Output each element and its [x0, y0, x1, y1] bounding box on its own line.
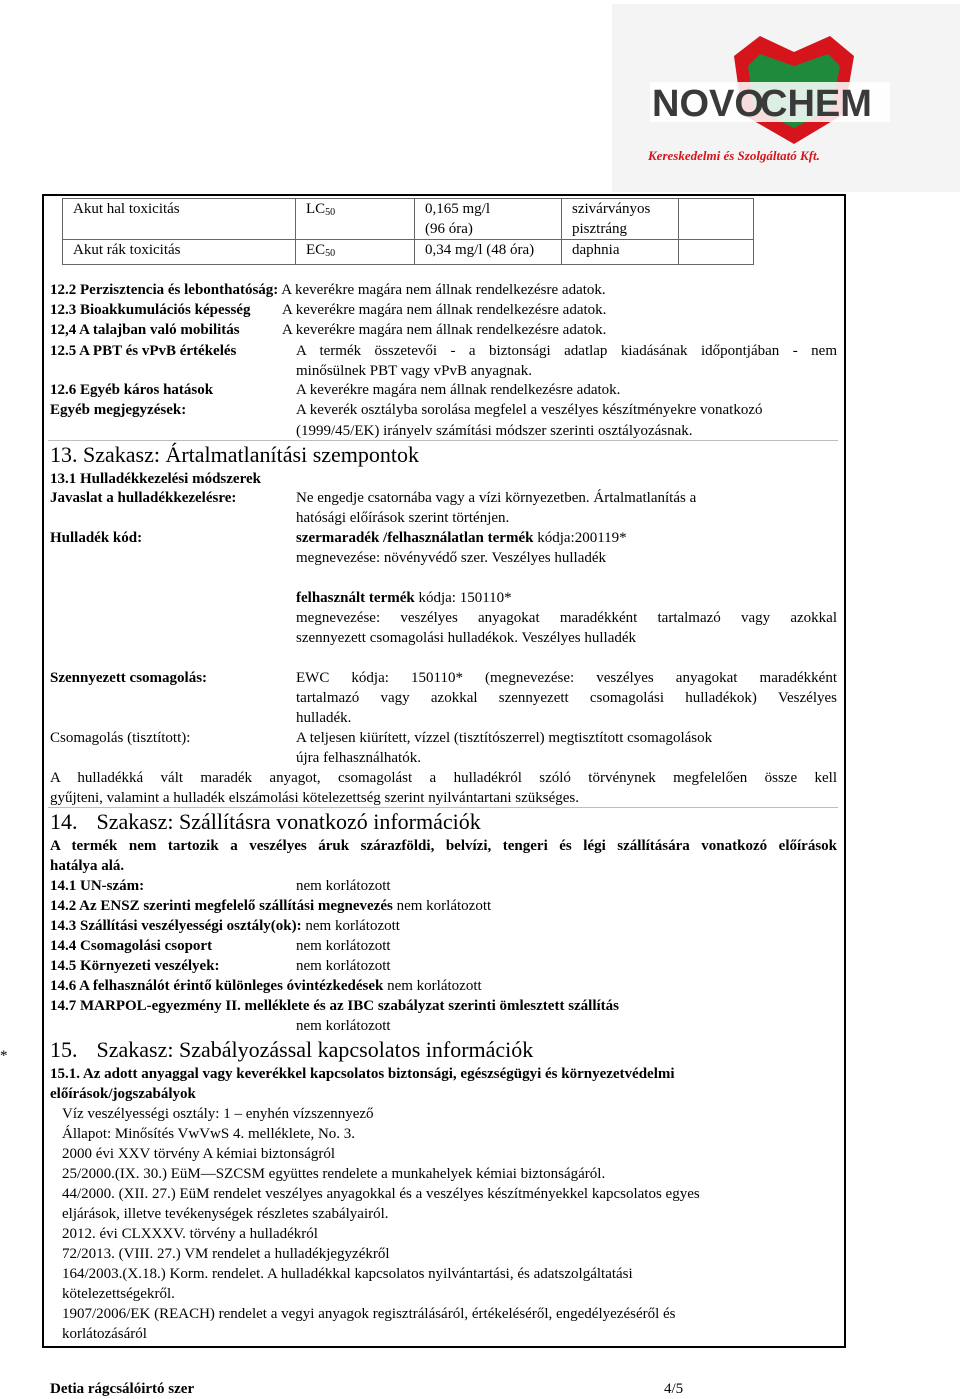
s13-code2-name-1: megnevezése: veszélyes anyagokat maradékként tartalmazó vagy azokkal: [296, 610, 837, 626]
table-row: [63, 240, 754, 265]
s13-clean-1: A teljesen kiürített, vízzel (tisztítószerrel) megtisztított csomagolások: [296, 730, 713, 746]
logo-tagline: Kereskedelmi és Szolgáltató Kft.: [648, 148, 820, 163]
tox-name: Akut hal toxicitás: [63, 199, 296, 240]
s15-line: kötelezettségekről.: [62, 1286, 175, 1302]
s13-code-label: Hulladék kód:: [50, 530, 143, 546]
s15-line: 72/2013. (VIII. 27.) VM rendelet a hulladékjegyzékről: [62, 1246, 390, 1262]
tox-empty: [679, 240, 754, 265]
toxicity-table: [62, 198, 754, 265]
s13-clean-label: Csomagolás (tisztított):: [50, 730, 191, 746]
s12-other-label: Egyéb megjegyzések:: [50, 402, 187, 418]
s14-row-label: 14.1 UN-szám:: [50, 878, 145, 894]
change-marker: *: [0, 1048, 8, 1064]
footer-page-number: 4/5: [664, 1381, 684, 1397]
tox-species: szivárványos pisztráng: [562, 199, 679, 240]
s12-5-text-2: minősülnek PBT vagy vPvB anyagnak.: [296, 363, 532, 379]
company-logo: [612, 4, 960, 192]
s14-intro-1: A termék nem tartozik a veszélyes áruk szárazföldi, belvízi, tengeri és légi szállítására vonatkozó előírások: [50, 838, 837, 854]
divider: [48, 440, 838, 441]
s13-advice-1: Ne engedje csatornába vagy a vízi környezetben. Ártalmatlanítás a: [296, 490, 697, 506]
s12-6-text: A keverékre magára nem állnak rendelkezésre adatok.: [296, 382, 621, 398]
table-row: [63, 199, 754, 240]
tox-value: 0,34 mg/l (48 óra): [415, 240, 562, 265]
s14-row-value: nem korlátozott: [296, 878, 391, 894]
s15-line: Állapot: Minősítés VwVwS 4. melléklete, No. 3.: [62, 1126, 356, 1142]
tox-param: $LC_{50}$: [296, 199, 415, 240]
s15-line: 44/2000. (XII. 27.) EüM rendelet veszélyes anyagokkal és a veszélyes készítményekkel kapcsolatos egyes: [62, 1186, 700, 1202]
s13-pack-1: EWC kódja: 150110* (megnevezése: veszélyes anyagokat maradékként: [296, 670, 837, 686]
s14-row: 14.6 A felhasználót érintő különleges óvintézkedések nem korlátozott: [50, 978, 482, 994]
s12-6-label: 12.6 Egyéb káros hatások: [50, 382, 214, 398]
s13-advice-label: Javaslat a hulladékkezelésre:: [50, 490, 237, 506]
s12-other-text-1: A keverék osztályba sorolása megfelel a veszélyes készítményekre vonatkozó: [296, 402, 763, 418]
s15-title: 15. Szakasz: Szabályozással kapcsolatos információk: [50, 1037, 534, 1062]
s13-pack-2: tartalmazó vagy azokkal szennyezett csomagolási hulladékok) Veszélyes: [296, 690, 837, 706]
s14-row: 14.3 Szállítási veszélyességi osztály(ok): nem korlátozott: [50, 918, 400, 934]
s13-advice-2: hatósági előírások szerint történjen.: [296, 510, 510, 526]
s13-sub: 13.1 Hulladékkezelési módszerek: [50, 471, 261, 487]
s14-row-value: nem korlátozott: [296, 958, 391, 974]
logo-brand-b: CHEM: [760, 83, 872, 125]
s13-clean-2: újra felhasználhatók.: [296, 750, 421, 766]
s12-5-label: 12.5 A PBT és vPvB értékelés: [50, 343, 237, 359]
s12-3-label: 12.3 Bioakkumulációs képesség: [50, 302, 251, 318]
tox-value: 0,165 mg/l (96 óra): [415, 199, 562, 240]
tox-name: Akut rák toxicitás: [63, 240, 296, 265]
s13-code1: szermaradék /felhasználatlan termék kódja:200119*: [296, 530, 627, 546]
logo-brand-a: NOVO: [652, 83, 764, 125]
s14-row-label: 14.5 Környezeti veszélyek:: [50, 958, 220, 974]
s13-code1-name: megnevezése: növényvédő szer. Veszélyes hulladék: [296, 550, 607, 566]
s15-line: korlátozásáról: [62, 1326, 147, 1342]
s12-other-text-2: (1999/45/EK) irányelv számítási módszer szerinti osztályozásnak.: [296, 423, 693, 439]
s12-4-text: A keverékre magára nem állnak rendelkezésre adatok.: [282, 322, 607, 338]
s15-line: 2000 évi XXV törvény A kémiai biztonságról: [62, 1146, 336, 1162]
s13-pack-label: Szennyezett csomagolás:: [50, 670, 208, 686]
s14-row: 14.2 Az ENSZ szerinti megfelelő szállítási megnevezés nem korlátozott: [50, 898, 492, 914]
s14-row-value: nem korlátozott: [296, 1018, 391, 1034]
s12-2-line: 12.2 Perzisztencia és lebonthatóság: A keverékre magára nem állnak rendelkezésre adatok.: [50, 282, 606, 298]
logo-mark: [612, 4, 960, 192]
s12-3-text: A keverékre magára nem állnak rendelkezésre adatok.: [282, 302, 607, 318]
tox-param: $EC_{50}$: [296, 240, 415, 265]
s15-line: 2012. évi CLXXXV. törvény a hulladékról: [62, 1226, 318, 1242]
s15-line: eljárások, illetve tevékenységek részletes szabályairól.: [62, 1206, 389, 1222]
s13-code2: felhasznált termék kódja: 150110*: [296, 590, 512, 606]
s15-line: Víz veszélyességi osztály: 1 – enyhén vízszennyező: [62, 1106, 374, 1122]
s14-row-label: 14.4 Csomagolási csoport: [50, 938, 213, 954]
s12-5-text-1: A termék összetevői - a biztonsági adatlap kiadásának időpontjában - nem: [296, 343, 837, 359]
s13-pack-3: hulladék.: [296, 710, 352, 726]
s14-title: 14. Szakasz: Szállításra vonatkozó információk: [50, 809, 481, 834]
s13-code2-name-2: szennyezett csomagolási hulladékok. Veszélyes hulladék: [296, 630, 637, 646]
s15-line: 164/2003.(X.18.) Korm. rendelet. A hulladékkal kapcsolatos nyilvántartási, és adatszolgáltatási: [62, 1266, 633, 1282]
tox-empty: [679, 199, 754, 240]
s15-sub-2: előírások/jogszabályok: [50, 1086, 196, 1102]
s14-row-label: 14.7 MARPOL-egyezmény II. melléklete és az IBC szabályzat szerinti ömlesztett szállítás: [50, 998, 620, 1014]
footer-product: Detia rágcsálóirtó szer: [50, 1381, 195, 1397]
s14-intro-2: hatálya alá.: [50, 858, 125, 874]
s15-sub-1: 15.1. Az adott anyaggal vagy keverékkel kapcsolatos biztonsági, egészségügyi és környezetvédelmi: [50, 1066, 675, 1082]
s14-row-value: nem korlátozott: [296, 938, 391, 954]
s12-4-label: 12,4 A talajban való mobilitás: [50, 322, 240, 338]
s13-title: 13. Szakasz: Ártalmatlanítási szempontok: [50, 442, 420, 467]
s13-para-2: gyűjteni, valamint a hulladék elszámolási kötelezettség szerint nyilvántartani szükséges.: [50, 790, 579, 806]
s13-para-1: A hulladékká vált maradék anyagot, csomagolást a hulladékról szóló törvénynek megfelelően össze kell: [50, 770, 837, 786]
divider: [48, 807, 838, 808]
s15-line: 25/2000.(IX. 30.) EüM—SZCSM együttes rendelete a munkahelyek kémiai biztonságáról.: [62, 1166, 606, 1182]
s15-line: 1907/2006/EK (REACH) rendelet a vegyi anyagok regisztrálásáról, értékeléséről, engedélyezéséről és: [62, 1306, 676, 1322]
tox-species: daphnia: [562, 240, 679, 265]
